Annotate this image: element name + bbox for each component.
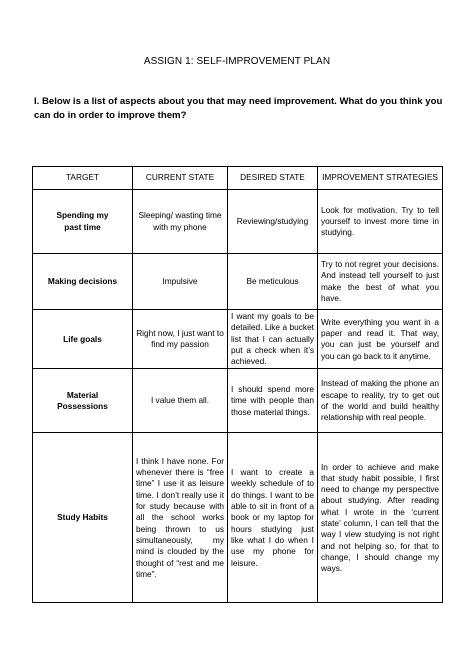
document-title: ASSIGN 1: SELF-IMPROVEMENT PLAN — [143, 56, 331, 67]
intro-question: I. Below is a list of aspects about you that may need improvement. What do you think you can do in order to improve them? — [34, 96, 443, 121]
table-row — [33, 310, 443, 369]
current-state-cell: Sleeping/ wasting time with my phone — [133, 190, 228, 254]
table-row — [33, 254, 443, 310]
header-target: TARGET — [33, 167, 133, 190]
target-cell: Life goals — [33, 310, 133, 369]
current-state-cell: Impulsive — [133, 254, 228, 310]
current-state-cell: Right now, I just want to find my passion — [133, 310, 228, 369]
desired-state-cell: I want my goals to be detailed. Like a bucket list that I can actually put a check when it’s achieved. — [228, 310, 318, 369]
target-cell: Study Habits — [33, 433, 133, 603]
strategy-cell: Try to not regret your decisions. And instead tell yourself to just make the best of what you have. — [318, 254, 443, 310]
desired-state-cell: I should spend more time with people than those material things. — [228, 369, 318, 433]
desired-state-cell: Reviewing/studying — [228, 190, 318, 254]
current-state-cell: I value them all. — [133, 369, 228, 433]
table-row — [33, 369, 443, 433]
strategy-cell: Look for motivation. Try to tell yourself to invest more time in studying. — [318, 190, 443, 254]
desired-state-cell: Be meticulous — [228, 254, 318, 310]
header-improvement-strategies: IMPROVEMENT STRATEGIES — [318, 167, 443, 190]
strategy-cell: Write everything you want in a paper and read it. That way, you can just be yourself and you can go back to it anytime. — [318, 310, 443, 369]
header-current-state: CURRENT STATE — [133, 167, 228, 190]
target-cell: Spending my past time — [33, 190, 133, 254]
table-row — [33, 190, 443, 254]
strategy-cell: In order to achieve and make that study habit possible, I first need to change my perspective about studying. After reading what I wrote in the ‘current state’ column, I can tell that the way I view studying is not right and not helping so, for that to change, I should change my ways. — [318, 433, 443, 603]
table-header-row — [33, 167, 443, 190]
table-row — [33, 433, 443, 603]
improvement-plan-table — [32, 166, 443, 603]
current-state-cell: I think I have none. For whenever there is “free time” I use it as leisure time. I don’t really use it for study because with all the school works being thrown to us simultaneously, my mind is clouded by the thought of “rest and me time”. — [133, 433, 228, 603]
header-desired-state: DESIRED STATE — [228, 167, 318, 190]
target-cell: Making decisions — [33, 254, 133, 310]
target-cell: Material Possessions — [33, 369, 133, 433]
desired-state-cell: I want to create a weekly schedule of to do things. I want to be able to sit in front of a book or my laptop for hours studying just like what I do when I use my phone for leisure. — [228, 433, 318, 603]
strategy-cell: Instead of making the phone an escape to reality, try to get out of the world and build healthy relationship with real people. — [318, 369, 443, 433]
